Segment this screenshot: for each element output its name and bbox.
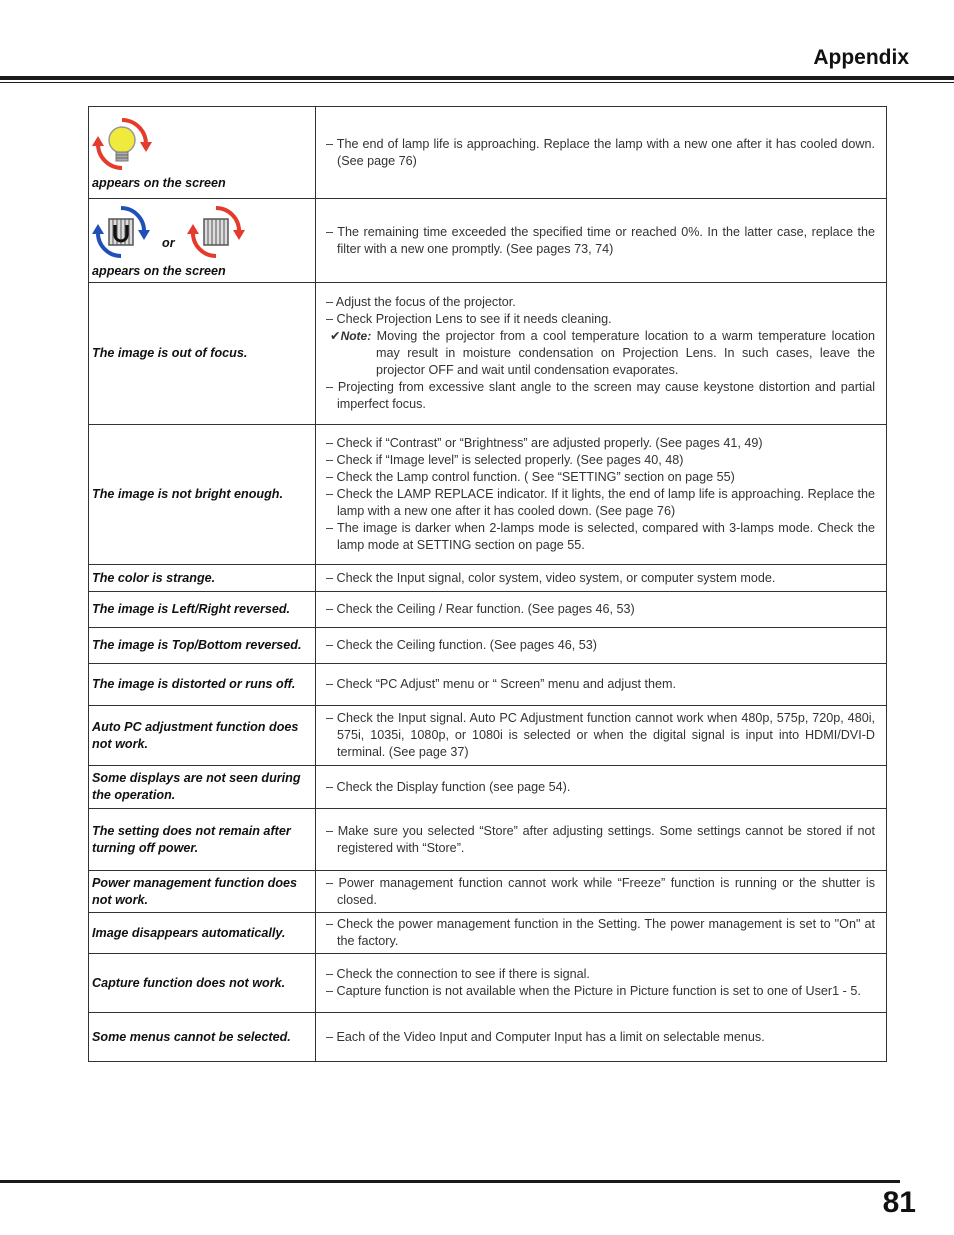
problem-cell (89, 425, 316, 565)
table-row (89, 954, 887, 1013)
remedy-line: – Check the connection to see if there is signal. (326, 967, 590, 981)
table-row (89, 199, 887, 283)
filter-alert-red-icon (187, 203, 245, 261)
remedy-line: – Check the Input signal. Auto PC Adjustment function cannot work when 480p, 575p, 720p, 480i, 575i, 1035i, 1080p, or 1080i is selected or when the digital signal is input into HDMI/DVI-D terminal. (See page 37) (326, 711, 875, 759)
problem-text: Power management function does not work. (92, 875, 298, 907)
troubleshooting-table (88, 106, 887, 1062)
problem-cell (89, 913, 316, 954)
problem-text: Auto PC adjustment function does not work. (92, 719, 299, 751)
remedy-cell (316, 664, 887, 706)
remedy-line: – The remaining time exceeded the specified time or reached 0%. In the latter case, replace the filter with a new one promptly. (See pages 73, 74) (326, 224, 875, 256)
problem-cell (89, 809, 316, 871)
problem-text: The image is Left/Right reversed. (92, 602, 291, 616)
remedy-cell (316, 425, 887, 565)
problem-cell (89, 592, 316, 628)
problem-cell (89, 766, 316, 809)
table-row (89, 664, 887, 706)
remedy-line: – Check Projection Lens to see if it needs cleaning. (326, 312, 612, 326)
remedy-line: – Check “PC Adjust” menu or “ Screen” menu and adjust them. (326, 677, 676, 691)
remedy-cell (316, 809, 887, 871)
table-row (89, 706, 887, 766)
remedy-cell (316, 592, 887, 628)
problem-text: The setting does not remain after turning off power. (92, 823, 291, 855)
remedy-cell (316, 199, 887, 283)
remedy-line: – The end of lamp life is approaching. Replace the lamp with a new one after it has cooled down. (See page 76) (326, 136, 875, 168)
remedy-line: – Check if “Image level” is selected properly. (See pages 40, 48) (326, 453, 684, 467)
table-row (89, 283, 887, 425)
page-number: 81 (882, 1186, 916, 1219)
problem-text: appears on the screen (92, 176, 226, 190)
problem-text: The image is Top/Bottom reversed. (92, 638, 302, 652)
note-block (326, 328, 875, 379)
problem-cell (89, 199, 316, 283)
remedy-line: – Power management function cannot work while “Freeze” function is running or the shutter is closed. (326, 875, 875, 907)
remedy-cell (316, 766, 887, 809)
problem-cell (89, 283, 316, 425)
table-row (89, 565, 887, 592)
remedy-line: – Check the Display function (see page 54). (326, 779, 571, 794)
remedy-line: – Check the Ceiling function. (See pages 46, 53) (326, 638, 597, 652)
problem-cell (89, 565, 316, 592)
remedy-line: – Make sure you selected “Store” after adjusting settings. Some settings cannot be stored if not registered with “Store”. (326, 823, 875, 855)
remedy-line: – The image is darker when 2-lamps mode is selected, compared with 3-lamps mode. Check the lamp mode at SETTING section on page 55. (326, 521, 875, 552)
problem-cell (89, 1013, 316, 1062)
table-row (89, 425, 887, 565)
note-text: Moving the projector from a cool temperature location to a warm temperature location may result in moisture condensation on Projection Lens. In such cases, leave the projector OFF and wait until condensation evaporates. (376, 329, 875, 377)
problem-text: Some menus cannot be selected. (92, 1029, 291, 1044)
remedy-line: – Projecting from excessive slant angle to the screen may cause keystone distortion and partial imperfect focus. (326, 380, 875, 411)
problem-text: The image is not bright enough. (92, 487, 284, 501)
remedy-cell (316, 283, 887, 425)
problem-cell (89, 664, 316, 706)
remedy-line: – Check the Ceiling / Rear function. (See pages 46, 53) (326, 602, 635, 616)
remedy-cell (316, 706, 887, 766)
remedy-line: – Check the Input signal, color system, video system, or computer system mode. (326, 570, 776, 585)
remedy-cell (316, 954, 887, 1013)
remedy-cell (316, 565, 887, 592)
header-rule-thin (0, 82, 954, 83)
remedy-line: – Check the Lamp control function. ( See “SETTING” section on page 55) (326, 470, 735, 484)
remedy-cell (316, 871, 887, 913)
footer-rule (0, 1180, 900, 1183)
table-row (89, 592, 887, 628)
remedy-line: – Adjust the focus of the projector. (326, 295, 516, 309)
table-row (89, 107, 887, 199)
table-row (89, 809, 887, 871)
problem-cell (89, 954, 316, 1013)
page-section-title: Appendix (813, 46, 909, 69)
table-row (89, 871, 887, 913)
table-row (89, 1013, 887, 1062)
problem-cell (89, 628, 316, 664)
remedy-cell (316, 628, 887, 664)
problem-text: Image disappears automatically. (92, 925, 286, 940)
remedy-line: – Check the LAMP REPLACE indicator. If it lights, the end of lamp life is approaching. Replace the lamp with a new one after it has cooled down. (See page 76) (326, 487, 875, 518)
problem-text: The image is distorted or runs off. (92, 677, 296, 691)
problem-text: The color is strange. (92, 570, 216, 585)
checkmark-icon: ✔ (330, 329, 341, 343)
remedy-cell (316, 913, 887, 954)
table-row (89, 766, 887, 809)
problem-text: The image is out of focus. (92, 346, 248, 360)
note-label: Note: (340, 329, 372, 343)
table-row (89, 913, 887, 954)
header-rule (0, 76, 954, 80)
filter-alert-blue-icon (92, 203, 150, 261)
problem-text: Some displays are not seen during the operation. (92, 771, 301, 802)
or-text: or (162, 235, 175, 250)
table-row (89, 628, 887, 664)
remedy-line: – Check the power management function in the Setting. The power management is set to "On" at the factory. (326, 917, 875, 948)
problem-cell (89, 107, 316, 199)
problem-cell (89, 706, 316, 766)
problem-text: Capture function does not work. (92, 975, 286, 990)
remedy-cell (316, 1013, 887, 1062)
problem-cell (89, 871, 316, 913)
remedy-line: – Capture function is not available when the Picture in Picture function is set to one of User1 - 5. (326, 984, 861, 998)
lamp-replace-icon (92, 114, 152, 174)
remedy-cell (316, 107, 887, 199)
problem-text: appears on the screen (92, 264, 226, 278)
remedy-line: – Each of the Video Input and Computer Input has a limit on selectable menus. (326, 1029, 765, 1044)
remedy-line: – Check if “Contrast” or “Brightness” are adjusted properly. (See pages 41, 49) (326, 436, 763, 450)
